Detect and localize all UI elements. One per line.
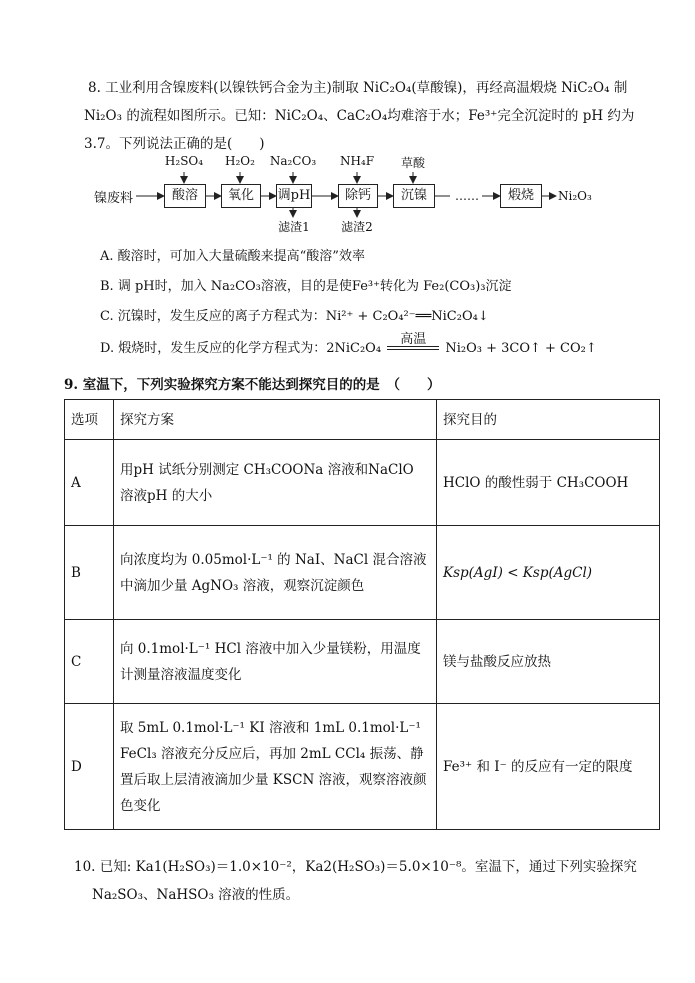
- flow-end-label: Ni₂O₃: [558, 189, 592, 203]
- q9-title: 9. 室温下，下列实验探究方案不能达到探究目的的是 （ ）: [64, 377, 441, 393]
- row-goal: HClO 的酸性弱于 CH₃COOH: [437, 440, 660, 526]
- q8-option-c: C. 沉镍时，发生反应的离子方程式为：Ni²⁺ + C₂O₄²⁻══NiC₂O₄↓: [100, 309, 489, 324]
- row-plan: 取 5mL 0.1mol·L⁻¹ KI 溶液和 1mL 0.1mol·L⁻¹ FeCl₃ 溶液充分反应后，再加 2mL CCl₄ 振荡、静置后取上层清液滴加少量 KSCN 溶液，观察溶液颜色变化: [114, 704, 437, 830]
- row-option: B: [65, 526, 114, 620]
- row-goal: Fe³⁺ 和 I⁻ 的反应有一定的限度: [437, 704, 660, 830]
- row-goal: Ksp(AgI) < Ksp(AgCl): [437, 526, 660, 620]
- table-header-row: [65, 400, 660, 440]
- q10-line1: 10. 已知: Ka1(H₂SO₃)＝1.0×10⁻²，Ka2(H₂SO₃)＝5.0×10⁻⁸。室温下，通过下列实验探究: [74, 859, 637, 875]
- q10-line2: Na₂SO₃、NaHSO₃ 溶液的性质。: [92, 887, 300, 903]
- step-calcine: 煅烧: [500, 184, 542, 208]
- reagent-oxalic-acid: 草酸: [400, 156, 425, 170]
- q8-line1: 8. 工业利用含镍废料(以镍铁钙合金为主)制取 NiC₂O₄(草酸镍)，再经高温煅烧 NiC₂O₄ 制: [88, 80, 628, 96]
- header-option: 选项: [65, 400, 114, 440]
- reaction-condition-label: 高温: [400, 331, 427, 347]
- row-option: A: [65, 440, 114, 526]
- q8-line3: 3.7。下列说法正确的是( ): [84, 136, 265, 152]
- row-plan: 用pH 试纸分别测定 CH₃COONa 溶液和NaClO 溶液pH 的大小: [114, 440, 437, 526]
- reagent-na2co3: Na₂CO₃: [269, 154, 317, 168]
- flow-start-label: 镍废料: [94, 191, 134, 206]
- q9-table: [64, 399, 660, 830]
- reagent-nh4f: NH₄F: [339, 154, 375, 168]
- table-row: [65, 526, 660, 620]
- row-plan: 向浓度均为 0.05mol·L⁻¹ 的 NaI、NaCl 混合溶液中滴加少量 AgNO₃ 溶液，观察沉淀颜色: [114, 526, 437, 620]
- row-goal: 镁与盐酸反应放热: [437, 620, 660, 704]
- reagent-h2o2: H₂O₂: [225, 154, 255, 168]
- residue-2: 滤渣2: [341, 220, 373, 234]
- row-plan: 向 0.1mol·L⁻¹ HCl 溶液中加入少量镁粉，用温度计测量溶液温度变化: [114, 620, 437, 704]
- step-acid-dissolve: 酸溶: [164, 184, 206, 208]
- q8-line2: Ni₂O₃ 的流程如图所示。已知：NiC₂O₄、CaC₂O₄均难溶于水；Fe³⁺完全沉淀时的 pH 约为: [84, 108, 635, 124]
- step-oxidize: 氧化: [221, 184, 261, 208]
- option-d-products: Ni₂O₃ + 3CO↑ + CO₂↑: [445, 341, 597, 356]
- table-row: [65, 620, 660, 704]
- reagent-h2so4: H₂SO₄: [164, 154, 204, 168]
- step-adjust-ph: 调pH: [276, 184, 312, 208]
- step-precipitate-nickel: 沉镍: [393, 184, 435, 208]
- table-row: [65, 704, 660, 830]
- option-d-reactant: D. 煅烧时，发生反应的化学方程式为：2NiC₂O₄: [100, 341, 382, 356]
- q8-option-a: A. 酸溶时，可加入大量硫酸来提高“酸溶”效率: [100, 249, 365, 264]
- row-option: C: [65, 620, 114, 704]
- table-row: [65, 440, 660, 526]
- q8-option-d: [100, 331, 597, 356]
- reaction-condition: [385, 331, 441, 356]
- q8-option-b: B. 调 pH时，加入 Na₂CO₃溶液，目的是使Fe³⁺转化为 Fe₂(CO₃)₃沉淀: [100, 279, 512, 294]
- step-remove-calcium: 除钙: [338, 184, 378, 208]
- flow-ellipsis: ……: [455, 189, 479, 203]
- header-plan: 探究方案: [114, 400, 437, 440]
- header-goal: 探究目的: [437, 400, 660, 440]
- residue-1: 滤渣1: [278, 220, 310, 234]
- row-option: D: [65, 704, 114, 830]
